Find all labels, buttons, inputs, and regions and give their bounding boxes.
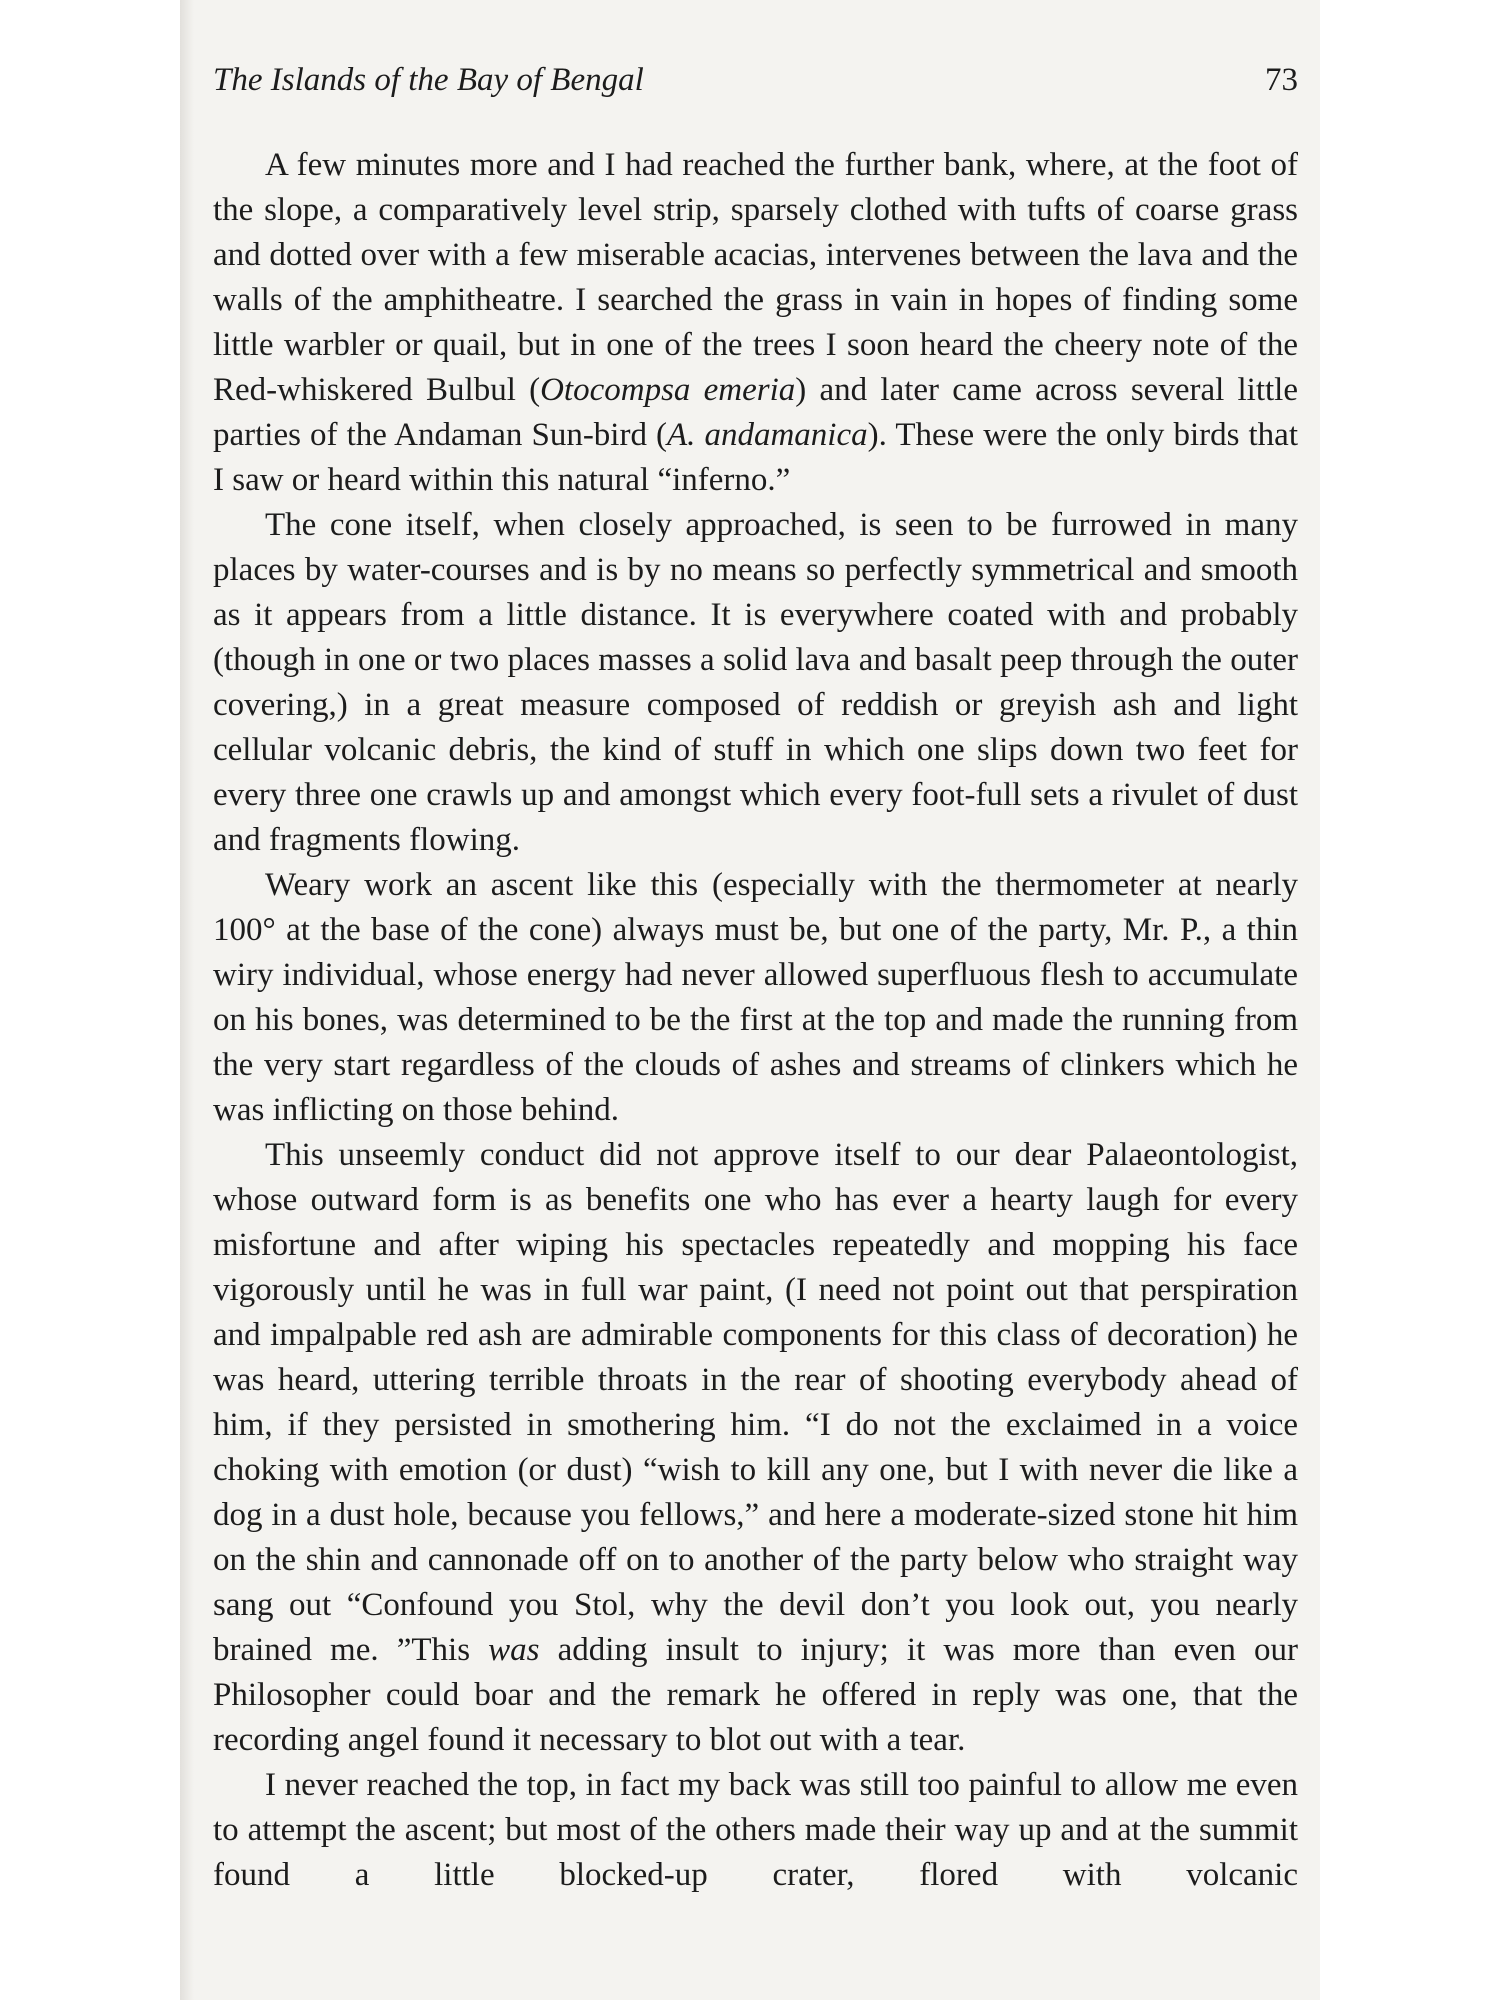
paragraph-3: Weary work an ascent like this (especially with the thermometer at nearly 100° at the base of the cone) always must be, but one of the party, Mr. P., a thin wiry individual, whose energy had never allowed superfluous flesh to accumulate on his bones, was determined to be the first at the top and made the running from the very start regardless of the clouds of ashes and streams of clinkers which he was inflicting on those behind. xyxy=(213,867,1298,1128)
emphasis-was: was xyxy=(488,1632,540,1668)
paragraph-4-text-a: This unseemly conduct did not approve itself to our dear Palaeontologist, whose outward form is as benefits one who has ever a hearty laugh for every misfortune and after wiping his spectacles repeatedly and mopping his face vigorously until he was in full war paint, (I need not point out that perspiration and impalpable red ash are admirable components for this class of decoration) he was heard, uttering terrible throats in the rear of shooting everybody ahead of him, if they persisted in smothering him. “I do not the exclaimed in a voice choking with emotion (or dust) “wish to kill any one, but I with never die like a dog in a dust hole, because you fellows,” and here a moderate-sized stone hit him on the shin and cannonade off on to another of the party below who straight way sang out “Confound you Stol, why the devil don’t you look out, you nearly brained me. ”This xyxy=(213,1137,1298,1668)
species-name-bulbul: Otocompsa emeria xyxy=(540,372,796,408)
paragraph-1-text-c: ). These were the only birds that I saw or heard within this natural “inferno.” xyxy=(213,417,1298,498)
page-number: 73 xyxy=(1265,62,1298,98)
running-title: The Islands of the Bay of Bengal xyxy=(213,62,644,98)
paragraph-2: The cone itself, when closely approached, is seen to be furrowed in many places by water-courses and is by no means so perfectly symmetrical and smooth as it appears from a little distance. It is everywhere coated with and probably (though in one or two places masses a solid lava and basalt peep through the outer covering,) in a great measure composed of reddish or greyish ash and light cellular volcanic debris, the kind of stuff in which one slips down two feet for every three one crawls up and amongst which every foot-full sets a rivulet of dust and fragments flowing. xyxy=(213,507,1298,858)
paragraph-1-text-a: A few minutes more and I had reached the further bank, where, at the foot of the slope, a comparatively level strip, sparsely clothed with tufts of coarse grass and dotted over with a few miserable acacias, intervenes between the lava and the walls of the amphitheatre. I searched the grass in vain in hopes of finding some little warbler or quail, but in one of the trees I soon heard the cheery note of the Red-whiskered Bulbul ( xyxy=(213,147,1298,408)
scan-gutter-shadow xyxy=(180,0,194,2000)
paragraph-4 xyxy=(213,1133,1298,1763)
paragraph-1 xyxy=(213,143,1298,503)
paragraph-1-text-b: ) and later came across several little parties of the Andaman Sun-bird ( xyxy=(213,372,1298,453)
body-text xyxy=(213,143,1298,1898)
page-header xyxy=(213,62,1298,106)
paragraph-4-text-b: adding insult to injury; it was more than even our Philosopher could boar and the remark he offered in reply was one, that the recording angel found it necessary to blot out with a tear. xyxy=(213,1632,1299,1758)
species-name-sunbird: A. andamanica xyxy=(667,417,868,453)
paragraph-5: I never reached the top, in fact my back was still too painful to allow me even to attempt the ascent; but most of the others made their way up and at the summit found a little blocked-up crater, flored with volcanic xyxy=(213,1767,1298,1893)
